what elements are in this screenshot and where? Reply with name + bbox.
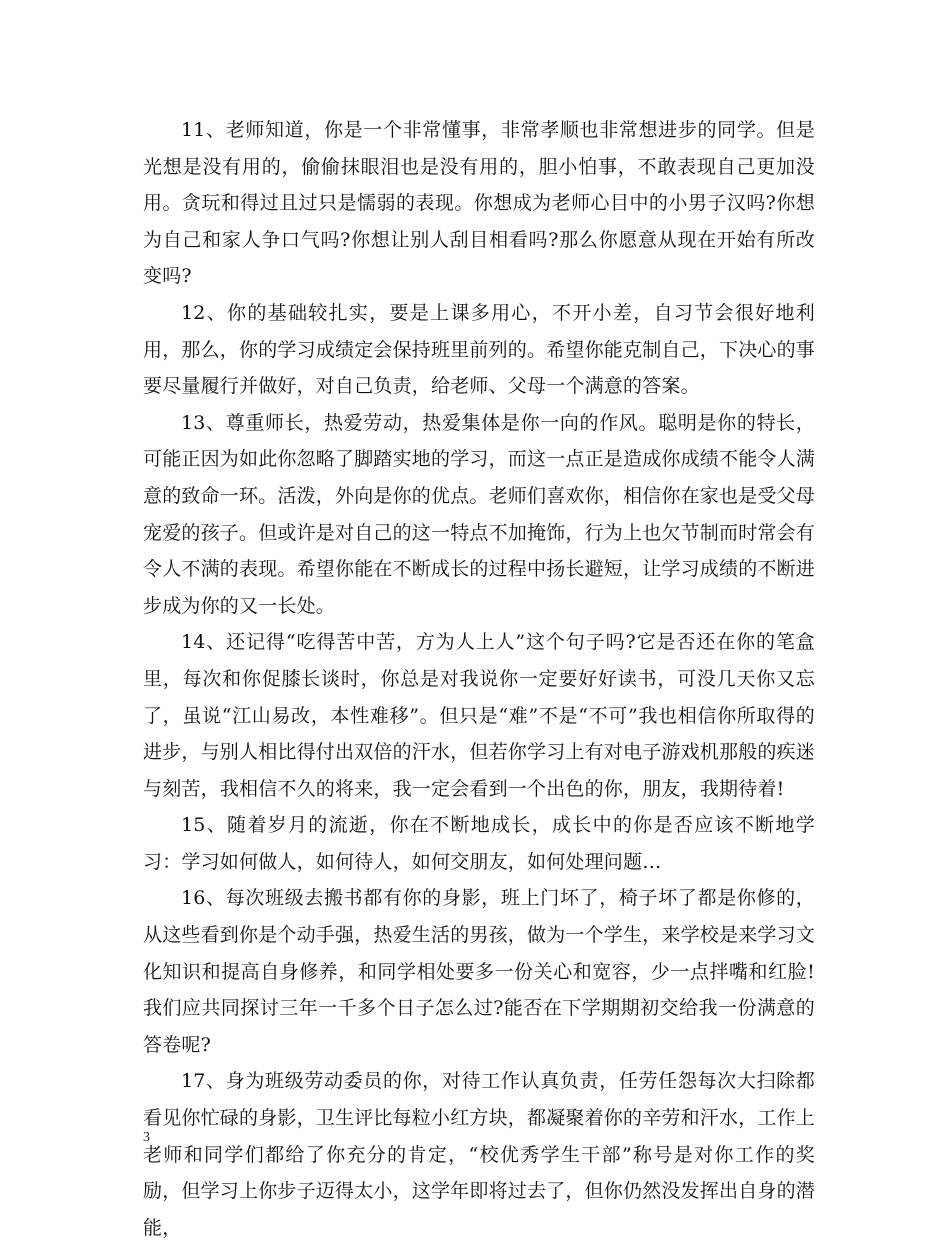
paragraph-13: 13、尊重师长，热爱劳动，热爱集体是你一向的作风。聪明是你的特长，可能正因为如此你忽略了脚踏实地的学习，而这一点正是造成你成绩不能令人满意的致命一环。活泼，外向是你的优点。老师们喜欢你，相信你在家也是受父母宠爱的孩子。但或许是对自己的这一特点不加掩饰，行为上也欠节制而时常会有令人不满的表现。希望你能在不断成长的过程中扬长避短，让学习成绩的不断进步成为你的又一长处。 bbox=[143, 411, 816, 617]
body-text bbox=[143, 112, 815, 1246]
paragraph-12: 12、你的基础较扎实，要是上课多用心，不开小差，自习节会很好地利用，那么，你的学习成绩定会保持班里前列的。希望你能克制自己，下决心的事要尽量履行并做好，对自己负责，给老师、父母一个满意的答案。 bbox=[143, 301, 816, 398]
paragraph-15: 15、随着岁月的流逝，你在不断地成长，成长中的你是否应该不断地学习：学习如何做人，如何待人，如何交朋友，如何处理问题… bbox=[143, 814, 815, 873]
paragraph-17: 17、身为班级劳动委员的你，对待工作认真负责，任劳任怨每次大扫除都看见你忙碌的身影，卫生评比每粒小红方块，都凝聚着你的辛劳和汗水，工作上老师和同学们都给了你充分的肯定，“校优秀学生干部”称号是对你工作的奖励，但学习上你步子迈得太小，这学年即将过去了，但你仍然没发挥出自身的潜能， bbox=[143, 1070, 816, 1239]
page-number: 3 bbox=[143, 1130, 150, 1145]
paragraph-16: 16、每次班级去搬书都有你的身影，班上门坏了，椅子坏了都是你修的，从这些看到你是个动手强，热爱生活的男孩，做为一个学生，来学校是来学习文化知识和提高自身修养，和同学相处要多一份关心和宽容，少一点拌嘴和红脸!我们应共同探讨三年一千多个日子怎么过?能否在下学期期初交给我一份满意的答卷呢? bbox=[143, 887, 816, 1056]
paragraph-14: 14、还记得“吃得苦中苦，方为人上人”这个句子吗?它是否还在你的笔盒里，每次和你促膝长谈时，你总是对我说你一定要好好读书，可没几天你又忘了，虽说“江山易改，本性难移”。但只是“难”不是“不可”我也相信你所取得的进步，与别人相比得付出双倍的汗水，但若你学习上有对电子游戏机那般的疾迷与刻苦，我相信不久的将来，我一定会看到一个出色的你，朋友，我期待着! bbox=[143, 631, 816, 800]
paragraph-11: 11、老师知道，你是一个非常懂事，非常孝顺也非常想进步的同学。但是光想是没有用的，偷偷抹眼泪也是没有用的，胆小怕事，不敢表现自己更加没用。贪玩和得过且过只是懦弱的表现。你想成为老师心目中的小男子汉吗?你想为自己和家人争口气吗?你想让别人刮目相看吗?那么你愿意从现在开始有所改变吗? bbox=[143, 119, 815, 288]
